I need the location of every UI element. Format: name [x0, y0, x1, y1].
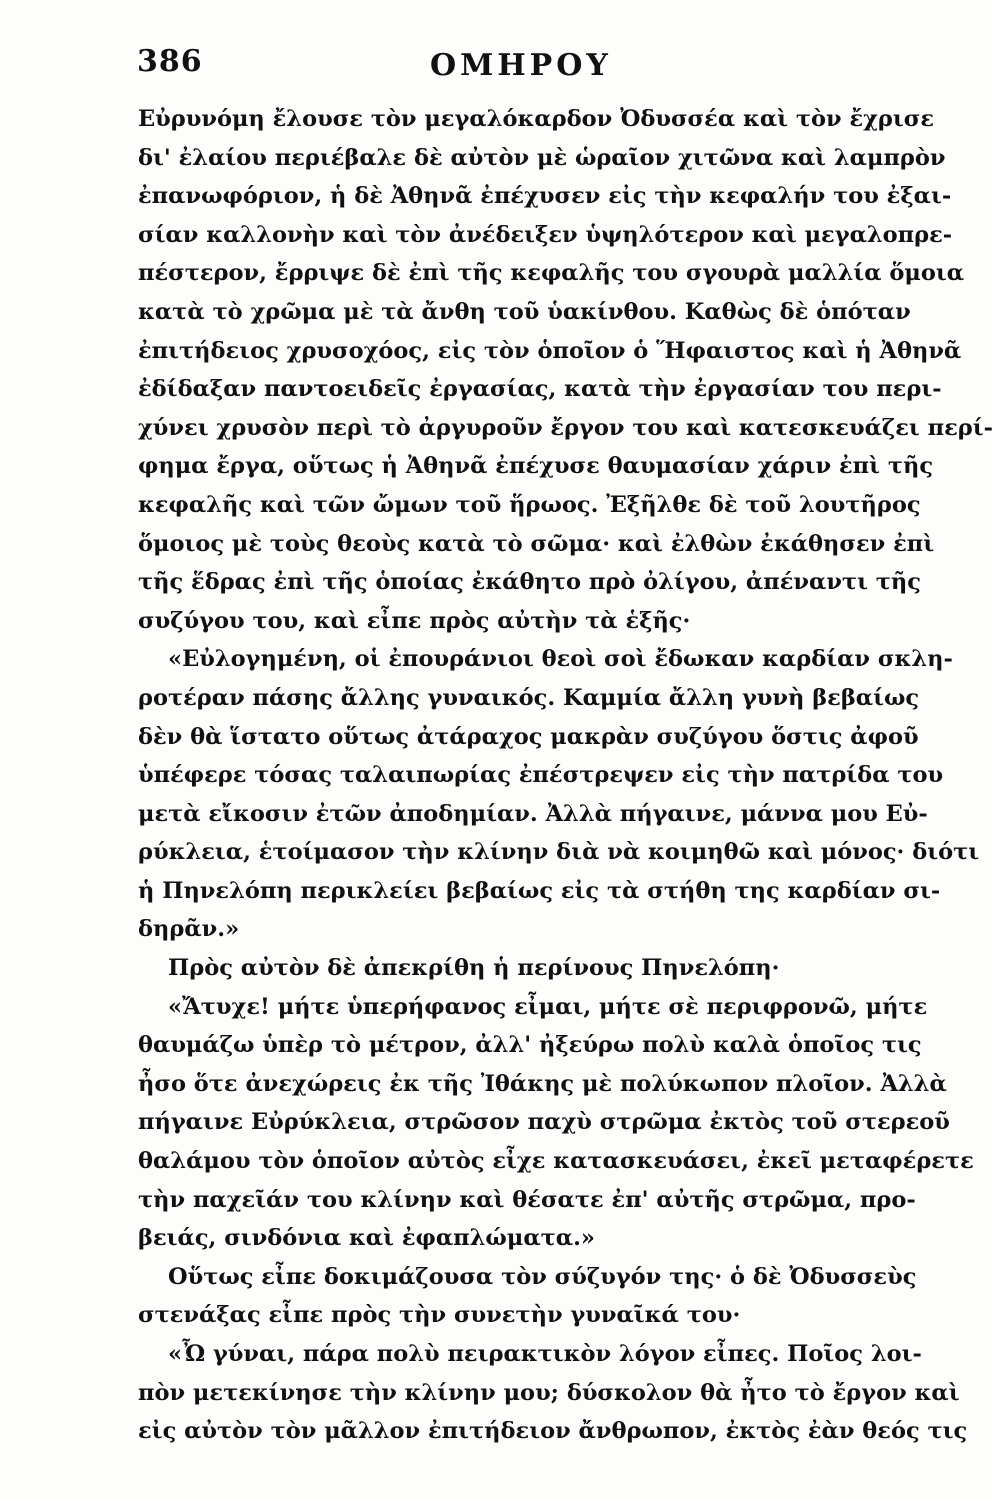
text-line: θαλάμου τὸν ὁποῖον αὐτὸς εἶχε κατασκευάσει, ἐκεῖ μεταφέρετε — [138, 1148, 974, 1175]
text-line: μετὰ εἴκοσιν ἐτῶν ἀποδημίαν. Ἀλλὰ πήγαινε, μάννα μου Εὐ- — [138, 800, 928, 827]
text-line: στενάξας εἶπε πρὸς τὴν συνετὴν γυναῖκά του· — [138, 1302, 741, 1329]
text-line: «Ὦ γύναι, πάρα πολὺ πειρακτικὸν λόγον εἶπες. Ποῖος λοι- — [168, 1341, 922, 1367]
text-line: ὅμοιος μὲ τοὺς θεοὺς κατὰ τὸ σῶμα· καὶ ἐλθὼν ἐκάθησεν ἐπὶ — [138, 530, 935, 557]
page-number: 386 — [137, 44, 203, 79]
text-line: ἐπιτήδειος χρυσοχόος, εἰς τὸν ὁποῖον ὁ Ἥφαιστος καὶ ἡ Ἀθηνᾶ — [138, 337, 962, 364]
text-line: τῆς ἕδρας ἐπὶ τῆς ὁποίας ἐκάθητο πρὸ ὀλίγου, ἀπέναντι τῆς — [138, 569, 921, 596]
text-line: χύνει χρυσὸν περὶ τὸ ἀργυροῦν ἔργον του καὶ κατεσκευάζει περί- — [138, 414, 993, 441]
running-head: ΟΜΗΡΟΥ — [430, 48, 612, 83]
text-line: κατὰ τὸ χρῶμα μὲ τὰ ἄνθη τοῦ ὑακίνθου. Καθὼς δὲ ὁπόταν — [138, 298, 911, 325]
text-line: ἡ Πηνελόπη περικλείει βεβαίως εἰς τὰ στήθη της καρδίαν σι- — [138, 877, 941, 904]
text-line: ἐδίδαξαν παντοειδεῖς ἐργασίας, κατὰ τὴν ἐργασίαν του περι- — [138, 376, 942, 403]
text-line: ἦσο ὅτε ἀνεχώρεις ἐκ τῆς Ἰθάκης μὲ πολύκωπον πλοῖον. Ἀλλὰ — [138, 1070, 947, 1097]
body-text — [138, 100, 993, 1451]
text-line: τὴν παχεῖάν του κλίνην καὶ θέσατε ἐπ' αὐτῆς στρῶμα, προ- — [138, 1186, 916, 1213]
text-line: Οὕτως εἶπε δοκιμάζουσα τὸν σύζυγόν της· ὁ δὲ Ὀδυσσεὺς — [168, 1263, 917, 1290]
text-line: ὑπέφερε τόσας ταλαιπωρίας ἐπέστρεψεν εἰς τὴν πατρίδα του — [138, 762, 944, 789]
text-line: «Ἄτυχε! μήτε ὑπερήφανος εἶμαι, μήτε σὲ περιφρονῶ, μήτε — [168, 993, 928, 1020]
text-line: ρύκλεια, ἑτοίμασον τὴν κλίνην διὰ νὰ κοιμηθῶ καὶ μόνος· διότι — [138, 839, 980, 866]
text-line: Πρὸς αὐτὸν δὲ ἀπεκρίθη ἡ περίνους Πηνελόπη· — [168, 955, 780, 982]
text-line: σίαν καλλονὴν καὶ τὸν ἀνέδειξεν ὑψηλότερον καὶ μεγαλοπρε- — [138, 221, 953, 248]
text-line: φημα ἔργα, οὕτως ἡ Ἀθηνᾶ ἐπέχυσε θαυμασίαν χάριν ἐπὶ τῆς — [138, 453, 934, 480]
text-line: βειάς, σινδόνια καὶ ἐφαπλώματα.» — [138, 1225, 595, 1252]
text-line: «Εὐλογημένη, οἱ ἐπουράνιοι θεοὶ σοὶ ἔδωκαν καρδίαν σκλη- — [168, 646, 953, 673]
text-line: κεφαλῆς καὶ τῶν ὤμων τοῦ ἥρωος. Ἐξῆλθε δὲ τοῦ λουτῆρος — [138, 491, 921, 518]
text-line: συζύγου του, καὶ εἶπε πρὸς αὐτὴν τὰ ἑξῆς· — [138, 607, 691, 634]
text-line: θαυμάζω ὑπὲρ τὸ μέτρον, ἀλλ' ἠξεύρω πολὺ καλὰ ὁποῖος τις — [138, 1032, 922, 1059]
text-line: εἰς αὐτὸν τὸν μᾶλλον ἐπιτήδειον ἄνθρωπον, ἐκτὸς ἐὰν θεός τις — [138, 1418, 968, 1445]
text-line: δὲν θὰ ἵστατο οὕτως ἀτάραχος μακρὰν συζύγου ὅστις ἀφοῦ — [138, 723, 919, 750]
text-line: πὸν μετεκίνησε τὴν κλίνην μου; δύσκολον θὰ ἦτο τὸ ἔργον καὶ — [138, 1379, 960, 1406]
text-line: δι' ἐλαίου περιέβαλε δὲ αὐτὸν μὲ ὡραῖον χιτῶνα καὶ λαμπρὸν — [138, 144, 946, 171]
text-line: πήγαινε Εὐρύκλεια, στρῶσον παχὺ στρῶμα ἐκτὸς τοῦ στερεοῦ — [138, 1109, 950, 1136]
text-line: ἐπανωφόριον, ἡ δὲ Ἀθηνᾶ ἐπέχυσεν εἰς τὴν κεφαλήν του ἐξαι- — [138, 183, 952, 210]
text-line: ροτέραν πάσης ἄλλης γυναικός. Καμμία ἄλλη γυνὴ βεβαίως — [138, 684, 920, 711]
text-line: πέστερον, ἔρριψε δὲ ἐπὶ τῆς κεφαλῆς του σγουρὰ μαλλία ὅμοια — [138, 260, 965, 287]
text-line: Εὐρυνόμη ἔλουσε τὸν μεγαλόκαρδον Ὀδυσσέα καὶ τὸν ἔχρισε — [138, 106, 935, 132]
text-line: δηρᾶν.» — [138, 916, 240, 943]
